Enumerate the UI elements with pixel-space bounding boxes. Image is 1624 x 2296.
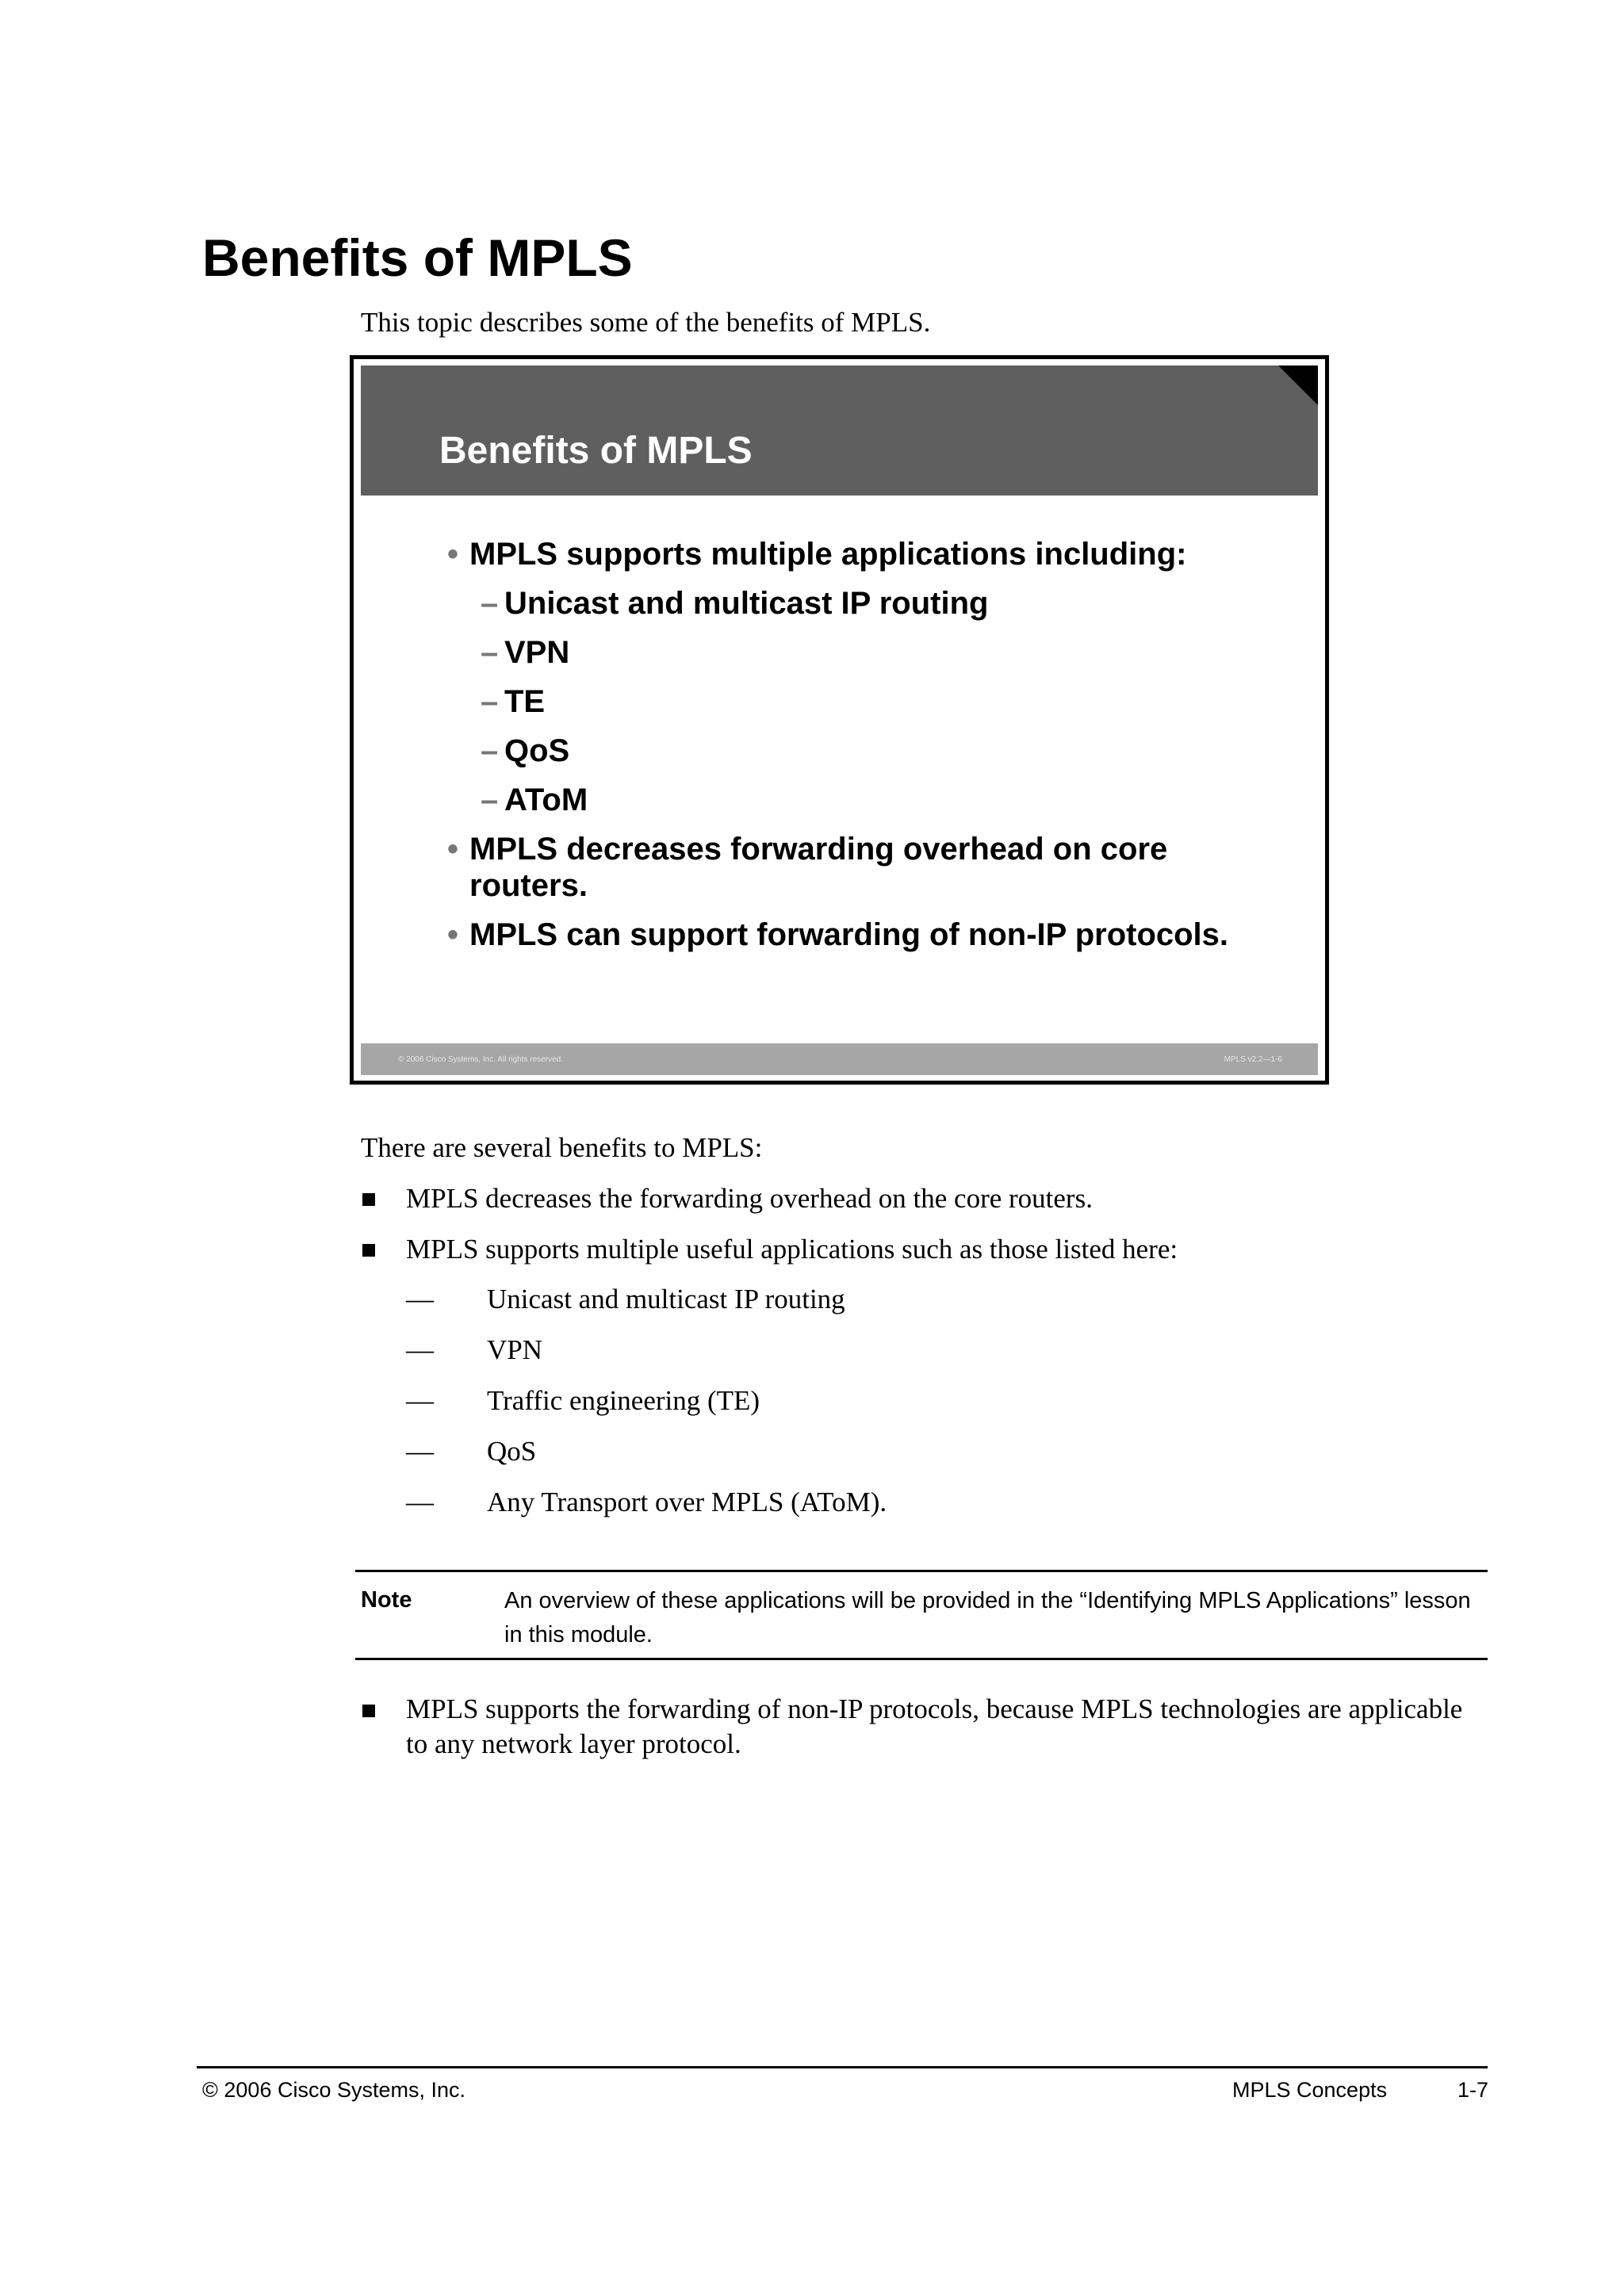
- footer-page-number: 1-7: [1457, 2078, 1489, 2102]
- body-subitem: Unicast and multicast IP routing: [487, 1284, 845, 1314]
- note-top-rule: [355, 1570, 1488, 1572]
- dash-marker: –: [481, 635, 499, 670]
- slide-line: VPN: [504, 635, 570, 670]
- slide-line: MPLS decreases forwarding overhead on core: [469, 832, 1168, 867]
- slide-footer-copyright: © 2006 Cisco Systems, Inc. All rights reserved.: [398, 1055, 564, 1064]
- footer-rule: [197, 2066, 1488, 2068]
- bullet-marker: •: [447, 832, 459, 867]
- dash-marker: –: [481, 733, 499, 768]
- slide-line: MPLS can support forwarding of non-IP protocols.: [469, 917, 1229, 952]
- slide-bullet: [447, 535, 1187, 573]
- slide-line: AToM: [504, 783, 588, 817]
- dash-marker: —: [406, 1487, 434, 1517]
- slide-line: TE: [504, 684, 546, 719]
- body-lead: There are several benefits to MPLS:: [361, 1132, 763, 1163]
- body-subitem: QoS: [487, 1436, 537, 1467]
- square-bullet-icon: [362, 1244, 375, 1257]
- dash-marker: –: [481, 684, 499, 719]
- body-bullet: MPLS supports multiple useful applications such as those listed here:: [406, 1234, 1178, 1265]
- slide-figure: [350, 355, 1329, 1085]
- slide-title: Benefits of MPLS: [439, 430, 753, 472]
- note-label: Note: [361, 1587, 412, 1613]
- dash-marker: –: [481, 783, 499, 817]
- slide-line: MPLS supports multiple applications including:: [469, 537, 1187, 572]
- slide-subbullet: [481, 683, 546, 721]
- dash-marker: –: [481, 586, 499, 621]
- dash-marker: —: [406, 1385, 434, 1416]
- note-bottom-rule: [355, 1658, 1488, 1660]
- slide-body: [354, 359, 1325, 1081]
- body-bullet: MPLS decreases the forwarding overhead on the core routers.: [406, 1183, 1093, 1214]
- slide-bullet-continuation: [469, 867, 588, 905]
- body-subitem: Traffic engineering (TE): [487, 1385, 760, 1416]
- footer-course: MPLS Concepts: [1232, 2078, 1388, 2102]
- slide-bullet: [447, 916, 1229, 954]
- slide-footer: [361, 1043, 1318, 1075]
- dash-marker: —: [406, 1436, 434, 1467]
- body-subitem: Any Transport over MPLS (AToM).: [487, 1487, 887, 1517]
- square-bullet-icon: [362, 1705, 375, 1717]
- square-bullet-icon: [362, 1193, 375, 1206]
- slide-line: Unicast and multicast IP routing: [504, 586, 989, 621]
- note-text: An overview of these applications will be provided in the “Identifying MPLS Applications” lesson in this module.: [504, 1588, 1471, 1647]
- slide-subbullet: [481, 781, 588, 819]
- dash-marker: —: [406, 1334, 434, 1365]
- page-title: Benefits of MPLS: [202, 228, 633, 287]
- slide-line: QoS: [504, 733, 570, 768]
- intro-text: This topic describes some of the benefits of MPLS.: [361, 307, 931, 338]
- slide-subbullet: [481, 732, 570, 770]
- slide-subbullet: [481, 633, 570, 672]
- slide-bullet: [447, 830, 1168, 868]
- bullet-marker: •: [447, 537, 459, 572]
- body-subitem: VPN: [487, 1334, 543, 1365]
- slide-footer-code: MPLS v2.2—1-6: [1224, 1055, 1282, 1064]
- body-bullet: MPLS supports the forwarding of non-IP protocols, because MPLS technologies are applicable to any network layer protocol.: [406, 1693, 1463, 1759]
- footer-copyright: © 2006 Cisco Systems, Inc.: [202, 2078, 466, 2102]
- slide-line: routers.: [469, 868, 588, 903]
- slide-subbullet: [481, 584, 989, 622]
- dash-marker: —: [406, 1284, 434, 1314]
- bullet-marker: •: [447, 917, 459, 952]
